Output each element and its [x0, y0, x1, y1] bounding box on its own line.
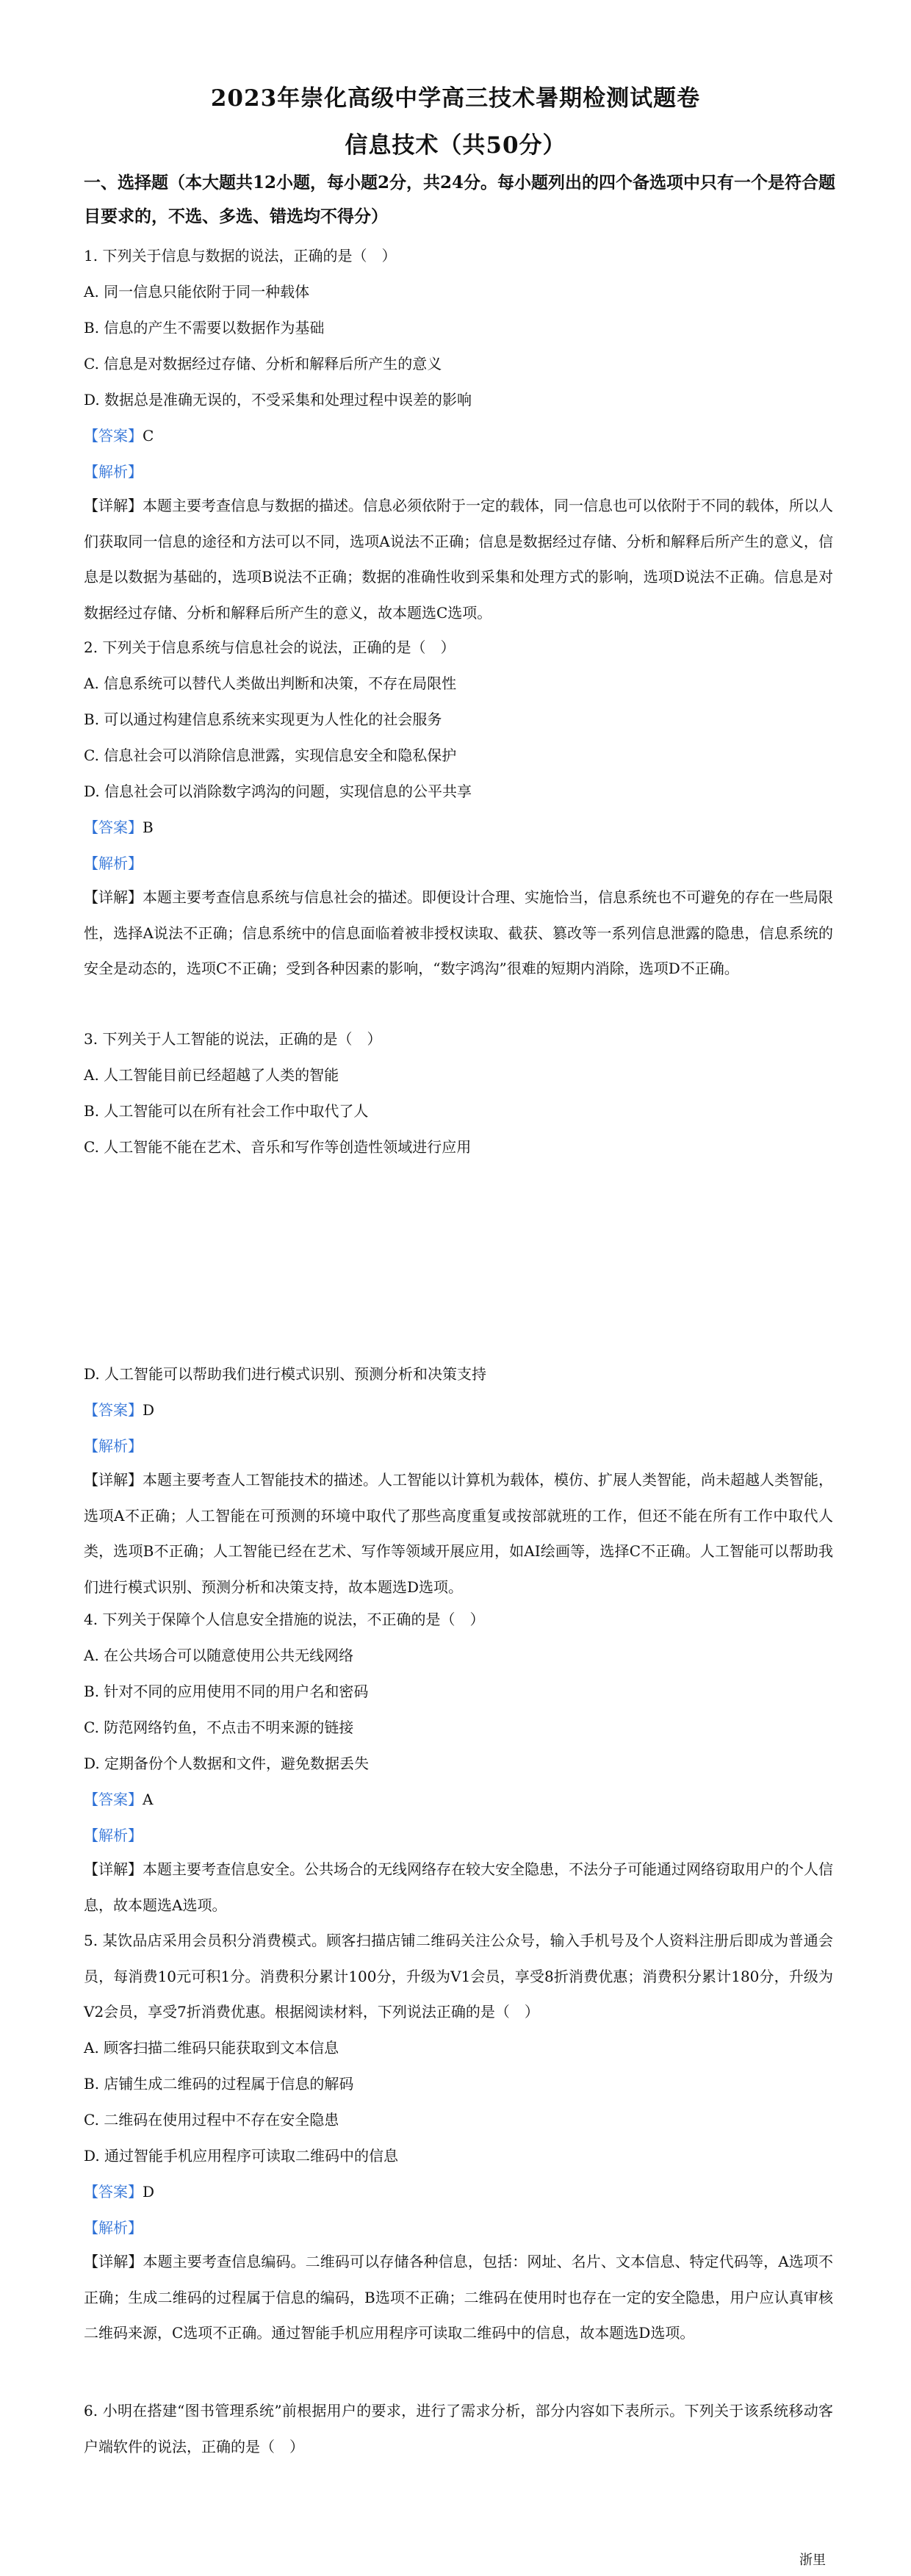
q5-option-d: D. 通过智能手机应用程序可读取二维码中的信息	[84, 2147, 399, 2165]
q1-detail	[84, 488, 833, 630]
detail-tag: 【详解】	[84, 2253, 143, 2270]
q4-option-c: C. 防范网络钓鱼，不点击不明来源的链接	[84, 1719, 354, 1736]
q2-stem: 2. 下列关于信息系统与信息社会的说法，正确的是（ ）	[84, 638, 455, 656]
q4-stem: 4. 下列关于保障个人信息安全措施的说法，不正确的是（ ）	[84, 1611, 485, 1628]
q5-detail	[84, 2244, 833, 2351]
answer-tag: 【答案】	[84, 1791, 143, 1808]
q5-stem: 5. 某饮品店采用会员积分消费模式。顾客扫描店铺二维码关注公众号，输入手机号及个人资料注册后即成为普通会员，每消费10元可积1分。消费积分累计100分，升级为V1会员，享受8折消费优惠；消费积分累计180分，升级为V2会员，享受7折消费优惠。根据阅读材料，下列说法正确的是（ ）	[84, 1932, 833, 2021]
detail-text: 本题主要考查人工智能技术的描述。人工智能以计算机为载体，模仿、扩展人类智能，尚未超越人类智能，选项A不正确；人工智能在可预测的环境中取代了那些高度重复或按部就班的工作，但还不能在所有工作中取代人类，选项B不正确；人工智能已经在艺术、写作等领域开展应用，如AI绘画等，选择C不正确。人工智能可以帮助我们进行模式识别、预测分析和决策支持，故本题选D选项。	[84, 1471, 833, 1596]
q3-answer	[84, 1400, 154, 1420]
q6-stem: 6. 小明在搭建“图书管理系统”前根据用户的要求，进行了需求分析，部分内容如下表所示。下列关于该系统移动客户端软件的说法，正确的是（ ）	[84, 2402, 833, 2456]
answer-tag: 【答案】	[84, 427, 143, 445]
q2-option-d: D. 信息社会可以消除数字鸿沟的问题，实现信息的公平共享	[84, 782, 472, 800]
q5-answer	[84, 2181, 154, 2202]
q3-detail	[84, 1462, 833, 1605]
exam-title: 2023年崇化高级中学高三技术暑期检测试题卷	[210, 85, 701, 112]
q3-option-c: C. 人工智能不能在艺术、音乐和写作等创造性领域进行应用	[84, 1138, 472, 1156]
q2-option-c: C. 信息社会可以消除信息泄露，实现信息安全和隐私保护	[84, 746, 457, 764]
q4-option-b: B. 针对不同的应用使用不同的用户名和密码	[84, 1683, 369, 1700]
detail-tag: 【详解】	[84, 497, 143, 514]
q1-analysis-tag: 【解析】	[84, 463, 143, 481]
q1-stem: 1. 下列关于信息与数据的说法，正确的是（ ）	[84, 247, 397, 265]
answer-tag: 【答案】	[84, 2183, 143, 2201]
q3-option-a: A. 人工智能目前已经超越了人类的智能	[84, 1066, 339, 1084]
q3-option-b: B. 人工智能可以在所有社会工作中取代了人	[84, 1102, 369, 1120]
detail-text: 本题主要考查信息编码。二维码可以存储各种信息，包括：网址、名片、文本信息、特定代码等，A选项不正确；生成二维码的过程属于信息的编码，B选项不正确；二维码在使用时也存在一定的安全隐患，用户应认真审核二维码来源，C选项不正确。通过智能手机应用程序可读取二维码中的信息，故本题选D选项。	[84, 2253, 833, 2342]
answer-tag: 【答案】	[84, 1401, 143, 1419]
q4-option-a: A. 在公共场合可以随意使用公共无线网络	[84, 1647, 354, 1664]
detail-text: 本题主要考查信息与数据的描述。信息必须依附于一定的载体，同一信息也可以依附于不同的载体，所以人们获取同一信息的途径和方法可以不同，选项A说法不正确；信息是数据经过存储、分析和解释后所产生的意义，信息是以数据为基础的，选项B说法不正确；数据的准确性收到采集和处理方式的影响，选项D说法不正确。信息是对数据经过存储、分析和解释后所产生的意义，故本题选C选项。	[84, 497, 833, 622]
q3-stem: 3. 下列关于人工智能的说法，正确的是（ ）	[84, 1030, 382, 1048]
q1-option-b: B. 信息的产生不需要以数据作为基础	[84, 319, 325, 337]
q5-option-b: B. 店铺生成二维码的过程属于信息的解码	[84, 2075, 354, 2093]
q1-option-a: A. 同一信息只能依附于同一种载体	[84, 283, 310, 301]
q3-analysis-tag: 【解析】	[84, 1437, 143, 1455]
q1-answer	[84, 425, 154, 446]
q4-detail	[84, 1852, 833, 1923]
answer-value: D	[143, 1401, 155, 1419]
detail-tag: 【详解】	[84, 1471, 143, 1489]
exam-subtitle: 信息技术（共50分）	[345, 132, 566, 159]
q1-option-d: D. 数据总是准确无误的，不受采集和处理过程中误差的影响	[84, 391, 472, 409]
q2-option-a: A. 信息系统可以替代人类做出判断和决策，不存在局限性	[84, 674, 457, 692]
detail-text: 本题主要考查信息系统与信息社会的描述。即便设计合理、实施恰当，信息系统也不可避免的存在一些局限性，选择A说法不正确；信息系统中的信息面临着被非授权读取、截获、篡改等一系列信息泄露的隐患，信息系统的安全是动态的，选项C不正确；受到各种因素的影响，“数字鸿沟”很难的短期内消除，选项D不正确。	[84, 888, 833, 977]
detail-tag: 【详解】	[84, 1860, 143, 1878]
detail-tag: 【详解】	[84, 888, 143, 906]
answer-value: B	[143, 819, 154, 836]
q5-option-c: C. 二维码在使用过程中不存在安全隐患	[84, 2111, 339, 2129]
section-heading: 一、选择题（本大题共12小题，每小题2分，共24分。每小题列出的四个备选项中只有一个是符合题目要求的，不选、多选、错选均不得分）	[84, 173, 836, 226]
q2-analysis-tag: 【解析】	[84, 855, 143, 872]
q2-detail	[84, 879, 833, 987]
detail-text: 本题主要考查信息安全。公共场合的无线网络存在较大安全隐患，不法分子可能通过网络窃取用户的个人信息，故本题选A选项。	[84, 1860, 833, 1914]
q5-analysis-tag: 【解析】	[84, 2219, 143, 2237]
answer-value: A	[143, 1791, 154, 1808]
q4-analysis-tag: 【解析】	[84, 1827, 143, 1844]
q2-option-b: B. 可以通过构建信息系统来实现更为人性化的社会服务	[84, 710, 442, 728]
q2-answer	[84, 817, 154, 838]
q3-option-d: D. 人工智能可以帮助我们进行模式识别、预测分析和决策支持	[84, 1365, 487, 1383]
answer-value: D	[143, 2183, 155, 2201]
answer-tag: 【答案】	[84, 819, 143, 836]
q4-option-d: D. 定期备份个人数据和文件，避免数据丢失	[84, 1755, 370, 1772]
answer-value: C	[143, 427, 154, 445]
q1-option-c: C. 信息是对数据经过存储、分析和解释后所产生的意义	[84, 355, 442, 373]
q4-answer	[84, 1789, 153, 1810]
q5-option-a: A. 顾客扫描二维码只能获取到文本信息	[84, 2039, 339, 2057]
page-footer: 浙里	[799, 2552, 826, 2568]
